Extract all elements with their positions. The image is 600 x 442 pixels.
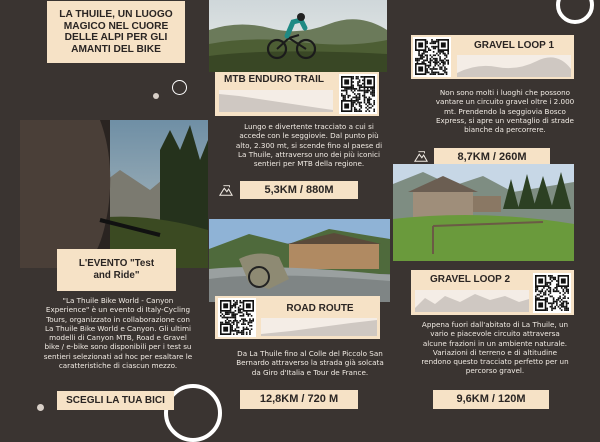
evento-title-box <box>57 249 176 291</box>
evento-description: "La Thuile Bike World - Canyon Experience" è un evento di Italy-Cycling Tours, organizzato in collaborazione con La Thuile Bike World e Canyon. Gli ultimi modelli di Canyon MTB, Road e Gravel bike / e-bike sono disponibili per i test su sentieri selezionati ad hoc per esaltare le caratteristiche di ciascun mezzo. <box>43 296 193 371</box>
gravel-loop-2-stats: 9,6KM / 120M <box>433 390 549 409</box>
decorative-dot <box>37 404 44 411</box>
gravel-loop-2-qr-code[interactable] <box>533 273 571 313</box>
mtb-enduro-qr-code[interactable] <box>339 74 377 114</box>
gravel-loop-1-qr-code[interactable] <box>413 37 451 77</box>
road-route-stats: 12,8KM / 720 M <box>240 390 358 409</box>
road-route-panel <box>215 296 380 339</box>
gravel-loop-1-description: Non sono molti i luoghi che possono vantare un circuito gravel oltre i 2.000 mt. Prendendo la seggiovia Bosco Express, si apre un ventaglio di strade bianche da percorrere. <box>435 88 575 135</box>
gravel-loop-2-title: GRAVEL LOOP 2 <box>429 274 511 285</box>
scegli-bici-button[interactable]: SCEGLI LA TUA BICI <box>57 391 174 410</box>
gravel-loop-1-stats: 8,7KM / 260M <box>434 148 550 166</box>
photo-mtb-rider <box>209 0 387 72</box>
gravel-loop-1-elevation-profile <box>457 55 571 77</box>
photo-rider-mountains <box>20 120 208 268</box>
mountain-route-icon <box>414 149 428 163</box>
road-route-title: ROAD ROUTE <box>286 303 354 314</box>
road-route-qr-code[interactable] <box>218 298 256 337</box>
gravel-loop-2-elevation-profile <box>415 290 529 312</box>
mtb-enduro-title: MTB ENDURO TRAIL <box>224 74 324 85</box>
qr-code-icon <box>341 76 375 112</box>
page-title: LA THUILE, UN LUOGO MAGICO NEL CUORE DELLE ALPI PER GLI AMANTI DEL BIKE <box>59 9 173 55</box>
page-title-box <box>47 1 185 63</box>
road-route-elevation-profile <box>261 318 377 336</box>
gravel-loop-1-panel <box>411 35 574 79</box>
mountain-route-icon <box>219 183 233 197</box>
mtb-enduro-stats: 5,3KM / 880M <box>240 181 358 199</box>
evento-title: L'EVENTO "Test and Ride" <box>78 258 155 281</box>
decorative-dot <box>153 93 159 99</box>
mtb-enduro-description: Lungo e divertente tracciato a cui si accede con le seggiovie. Dal punto più alto, 2.300 mt, si scende fino al paese di La Thuile, attraverso uno dei più iconici sentieri per MTB della regione. <box>235 122 383 169</box>
decorative-ring-top-right <box>556 0 594 24</box>
road-route-description: Da La Thuile fino al Colle del Piccolo San Bernardo attraverso la strada già solcata da Giro d'Italia e Tour de France. <box>236 349 384 377</box>
gravel-loop-2-description: Appena fuori dall'abitato di La Thuile, un vario e piacevole circuito attraversa alcune frazioni in un ambiente naturale. Variazioni di terreno e di altitudine rendono questo tracciato perfetto per un percorso gravel. <box>421 320 569 376</box>
qr-code-icon <box>220 300 254 335</box>
gravel-loop-2-panel <box>411 270 574 315</box>
qr-code-icon <box>535 275 569 311</box>
mtb-enduro-panel <box>215 72 379 116</box>
decorative-circle-small <box>172 80 187 95</box>
photo-alpine-village <box>393 164 574 261</box>
qr-code-icon <box>415 39 449 75</box>
gravel-loop-1-title: GRAVEL LOOP 1 <box>473 40 555 51</box>
mtb-enduro-elevation-profile <box>219 90 333 112</box>
photo-road-bike-village <box>209 219 390 302</box>
